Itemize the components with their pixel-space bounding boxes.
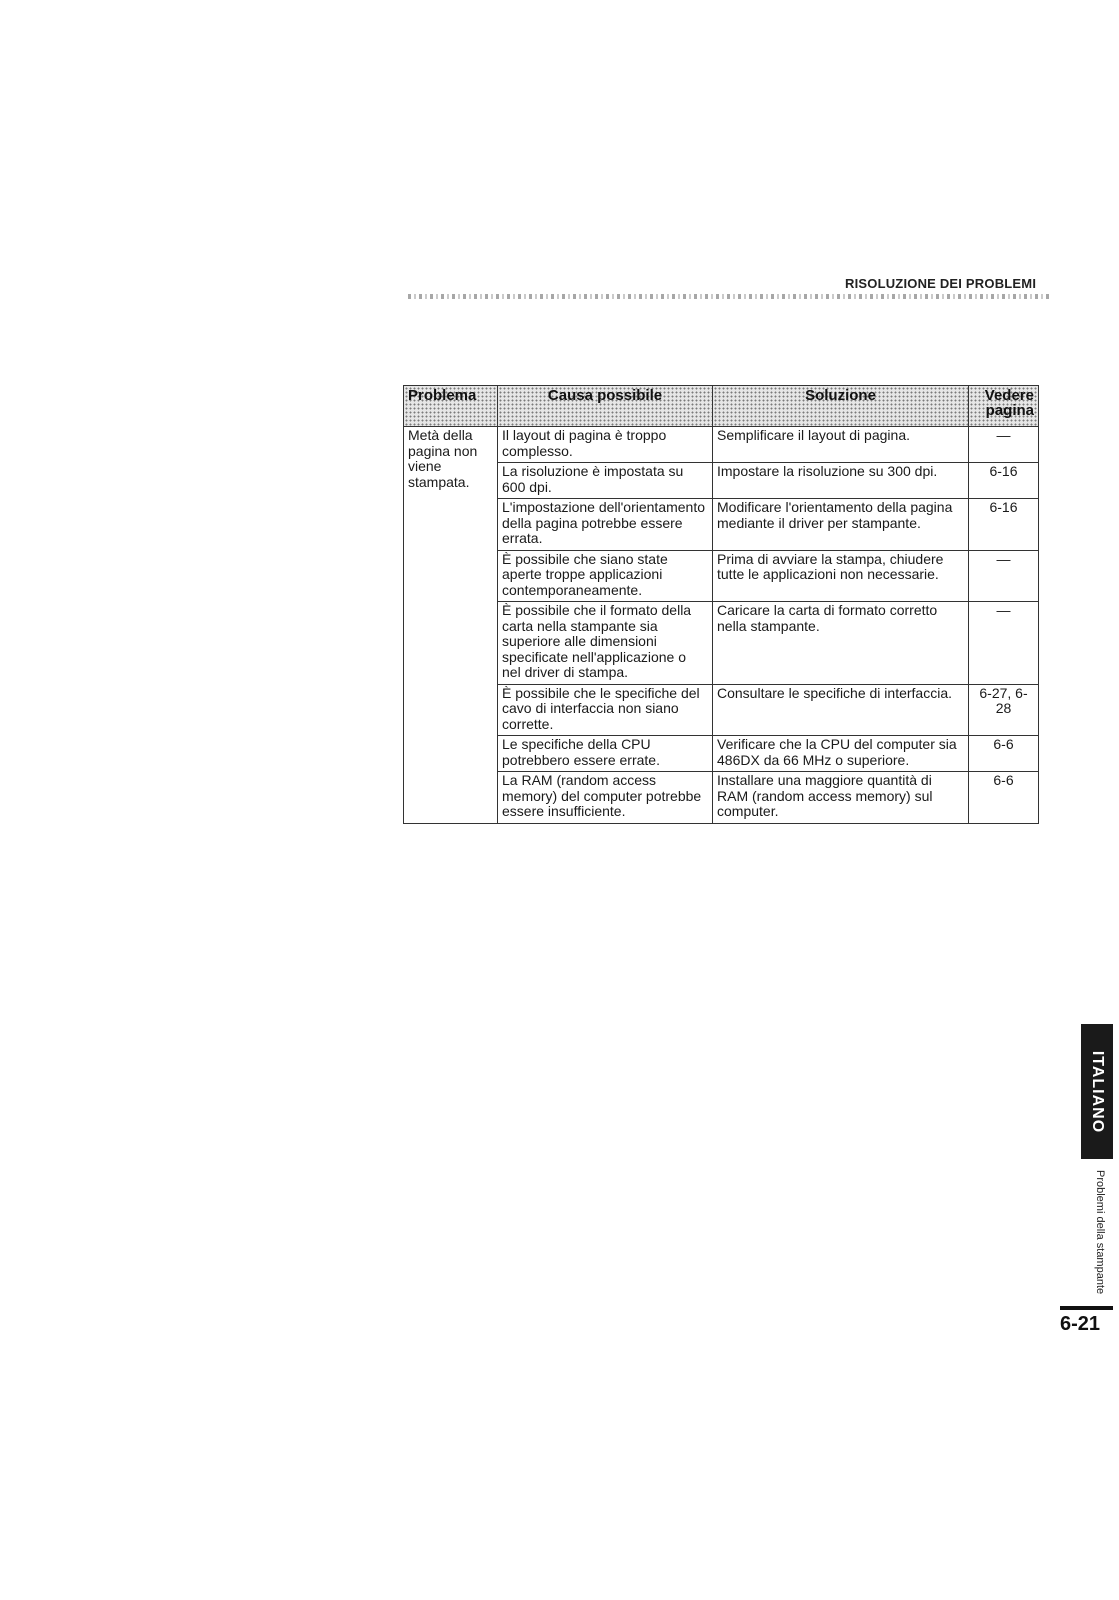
cause-cell: È possibile che il formato della carta nella stampante sia superiore alle dimensioni specificate nell'applicazione o nel driver di stampa. — [498, 602, 713, 685]
table-row — [404, 602, 1039, 685]
problem-cell: Metà della pagina non viene stampata. — [404, 427, 498, 824]
table-row — [404, 499, 1039, 551]
table-row — [404, 736, 1039, 772]
solution-cell: Semplificare il layout di pagina. — [713, 427, 969, 463]
header-rule — [408, 294, 1050, 299]
solution-cell: Consultare le specifiche di interfaccia. — [713, 684, 969, 736]
page-ref-cell: 6-6 — [969, 736, 1039, 772]
table-row — [404, 684, 1039, 736]
page-ref-cell: 6-16 — [969, 499, 1039, 551]
solution-cell: Installare una maggiore quantità di RAM (random access memory) sul computer. — [713, 772, 969, 824]
cause-cell: Il layout di pagina è troppo complesso. — [498, 427, 713, 463]
page-ref-cell: 6-16 — [969, 463, 1039, 499]
table-row — [404, 772, 1039, 824]
page-ref-cell: — — [969, 550, 1039, 602]
troubleshooting-table — [403, 385, 1039, 824]
column-header-cause: Causa possibile — [498, 386, 713, 427]
page-number: 6-21 — [1060, 1313, 1101, 1335]
column-header-page: Vedere pagina — [969, 386, 1039, 427]
column-header-problem: Problema — [404, 386, 498, 427]
language-tab — [1081, 1024, 1113, 1159]
column-header-solution: Soluzione — [713, 386, 969, 427]
running-head: RISOLUZIONE DEI PROBLEMI — [845, 276, 1037, 291]
language-tab-label: ITALIANO — [1089, 1050, 1106, 1133]
page-ref-cell: — — [969, 602, 1039, 685]
table-row — [404, 550, 1039, 602]
table-header-row — [404, 386, 1039, 427]
cause-cell: La RAM (random access memory) del computer potrebbe essere insufficiente. — [498, 772, 713, 824]
solution-cell: Verificare che la CPU del computer sia 486DX da 66 MHz o superiore. — [713, 736, 969, 772]
section-label — [1090, 1170, 1106, 1300]
cause-cell: L'impostazione dell'orientamento della pagina potrebbe essere errata. — [498, 499, 713, 551]
page-number-rule — [1060, 1306, 1113, 1310]
cause-cell: È possibile che le specifiche del cavo di interfaccia non siano corrette. — [498, 684, 713, 736]
solution-cell: Modificare l'orientamento della pagina mediante il driver per stampante. — [713, 499, 969, 551]
cause-cell: Le specifiche della CPU potrebbero essere errate. — [498, 736, 713, 772]
page-ref-cell: — — [969, 427, 1039, 463]
table-row — [404, 427, 1039, 463]
solution-cell: Caricare la carta di formato corretto nella stampante. — [713, 602, 969, 685]
cause-cell: È possibile che siano state aperte troppe applicazioni contemporaneamente. — [498, 550, 713, 602]
page-ref-cell: 6-6 — [969, 772, 1039, 824]
table-row — [404, 463, 1039, 499]
section-label-text: Problemi della stampante — [1094, 1170, 1106, 1295]
solution-cell: Impostare la risoluzione su 300 dpi. — [713, 463, 969, 499]
solution-cell: Prima di avviare la stampa, chiudere tutte le applicazioni non necessarie. — [713, 550, 969, 602]
page-ref-cell: 6-27, 6-28 — [969, 684, 1039, 736]
cause-cell: La risoluzione è impostata su 600 dpi. — [498, 463, 713, 499]
